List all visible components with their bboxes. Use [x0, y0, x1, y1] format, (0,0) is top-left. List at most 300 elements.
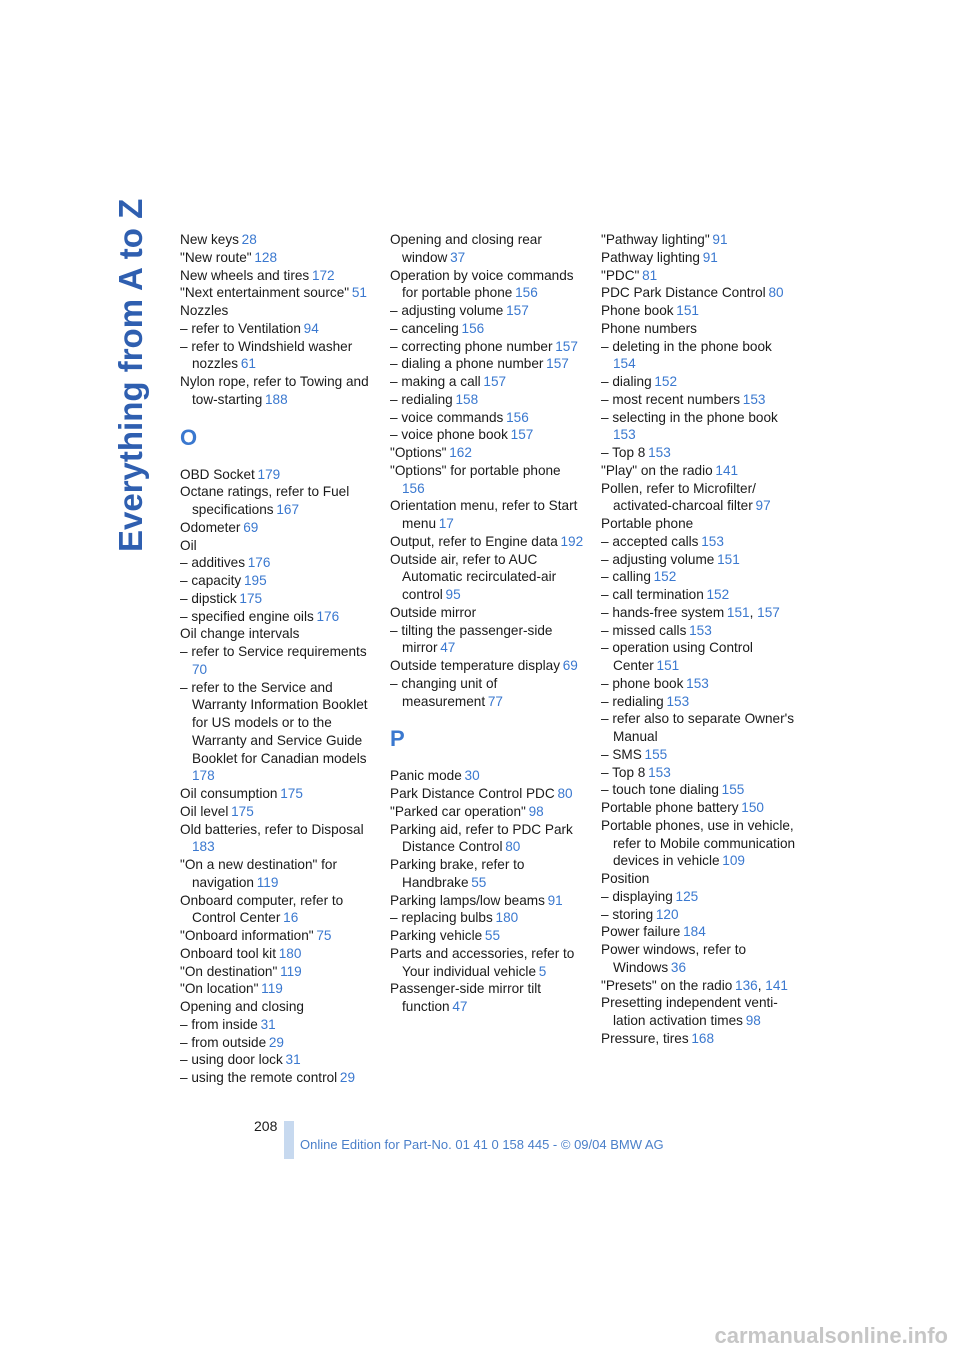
index-entry: [601, 693, 796, 711]
index-entry-term: Passenger-side mirror tilt function: [390, 981, 542, 1014]
index-entry: [390, 980, 585, 1016]
index-entry: [601, 533, 796, 551]
page-reference-link[interactable]: 158: [455, 391, 479, 407]
index-entry-term: PDC Park Distance Control: [601, 285, 766, 301]
page-reference-link[interactable]: 175: [231, 803, 254, 819]
index-entry: [390, 622, 585, 658]
page-reference-link[interactable]: 36: [670, 959, 687, 975]
index-entry-term: – refer to Windshield washer nozzles: [180, 338, 353, 372]
index-entry-term: Phone numbers: [601, 320, 697, 336]
index-entry-term: Power windows, refer to Windows: [601, 942, 747, 975]
page-reference-link[interactable]: 155: [644, 746, 668, 762]
index-entry: [601, 586, 796, 604]
index-entry-term: "Pathway lighting": [601, 232, 710, 247]
page-reference-link[interactable]: 150: [741, 800, 764, 815]
index-entry-term: – additives: [180, 555, 245, 571]
index-entry: [180, 1016, 375, 1034]
index-entry-term: "On location": [180, 981, 259, 997]
index-entry: [390, 856, 585, 892]
index-entry-term: Octane ratings, refer to Fuel specifications: [180, 484, 350, 517]
page-reference-link[interactable]: 75: [316, 928, 332, 943]
page-reference-link[interactable]: 29: [268, 1034, 284, 1050]
page-reference-link[interactable]: 179: [257, 466, 281, 482]
page-reference-link[interactable]: 77: [487, 693, 503, 709]
index-entry-term: Parts and accessories, refer to Your individual vehicle: [390, 945, 575, 979]
page-reference-link[interactable]: 5: [538, 963, 547, 979]
index-entry: [390, 909, 585, 927]
page-reference-link[interactable]: 119: [261, 981, 283, 997]
index-entry: [601, 249, 796, 267]
index-entry: [390, 785, 585, 803]
index-entry-term: – selecting in the phone book: [601, 409, 778, 425]
index-entry: [180, 231, 375, 249]
index-entry: [180, 1069, 375, 1087]
page-reference-link[interactable]: 183: [192, 839, 215, 855]
index-entry-term: Oil: [180, 537, 197, 553]
page-reference-link[interactable]: 95: [445, 587, 461, 602]
index-entry-term: "Play" on the radio: [601, 462, 713, 478]
index-entry-term: Pathway lighting: [601, 249, 700, 265]
index-entry-term: – dialing a phone number: [390, 356, 544, 372]
index-entry: [601, 764, 796, 782]
index-entry-term: Parking brake, refer to Handbrake: [390, 857, 525, 890]
index-entry: "Presets" on the radio 136, 141: [601, 977, 788, 993]
page-reference-link[interactable]: 157: [483, 374, 507, 389]
page-reference-link[interactable]: 153: [742, 391, 766, 407]
index-entry: [601, 267, 796, 285]
page-reference-link[interactable]: 153: [613, 427, 636, 443]
index-entry-term: Panic mode: [390, 768, 462, 784]
page-reference-link[interactable]: 153: [648, 445, 671, 460]
index-entry-term: – tilting the passenger-side mirror: [390, 622, 553, 656]
index-entry: [390, 821, 585, 857]
index-entry: [180, 320, 375, 338]
page-reference-link[interactable]: 141: [715, 462, 739, 478]
index-entry: [180, 590, 375, 608]
page-reference-link[interactable]: 128: [254, 249, 278, 265]
page-reference-link[interactable]: 153: [648, 764, 671, 780]
index-entry: [390, 945, 585, 981]
index-entry: [601, 781, 796, 799]
page-reference-link[interactable]: 188: [265, 391, 288, 407]
index-entry: [180, 284, 375, 302]
index-entry: – hands-free system 151, 157: [601, 604, 780, 620]
index-entry-term: – calling: [601, 569, 651, 585]
index-entry: [390, 497, 585, 533]
index-entry-term: Outside mirror: [390, 604, 477, 620]
index-entry: [601, 994, 796, 1030]
page-reference-link[interactable]: 37: [450, 249, 466, 265]
page-reference-link[interactable]: 94: [303, 320, 319, 336]
index-entry: [601, 320, 796, 338]
page-reference-link[interactable]: 28: [241, 232, 257, 247]
page-reference-link[interactable]: 98: [528, 803, 544, 819]
index-entry: [601, 551, 796, 569]
index-entry: [601, 284, 796, 302]
page-reference-link[interactable]: 153: [701, 533, 724, 549]
index-entry: [180, 466, 375, 484]
index-entry: [180, 483, 375, 519]
index-entry: [601, 1030, 796, 1048]
page-reference-link[interactable]: 176: [247, 555, 271, 571]
index-entry-term: "Options" for portable phone: [390, 462, 561, 478]
section-letter-o: O: [180, 424, 198, 450]
index-entry: [180, 856, 375, 892]
page-reference-link[interactable]: 153: [689, 622, 712, 638]
index-entry-term: – accepted calls: [601, 533, 699, 549]
index-entry-term: Oil level: [180, 803, 229, 819]
index-entry: [180, 998, 375, 1016]
index-entry: [601, 302, 796, 320]
index-entry-term: Nozzles: [180, 303, 229, 318]
index-entry-term: Pressure, tires: [601, 1030, 689, 1046]
index-entry-term: – call termination: [601, 587, 704, 602]
index-entry: [390, 551, 585, 604]
page-reference-link[interactable]: 157: [555, 338, 578, 354]
page-reference-link[interactable]: 55: [471, 874, 487, 890]
index-entry: [601, 817, 796, 870]
index-entry: [390, 657, 585, 675]
index-entry-term: OBD Socket: [180, 466, 255, 482]
page-reference-link[interactable]: 97: [755, 498, 771, 514]
index-entry: [180, 249, 375, 267]
index-entry: [390, 267, 585, 303]
index-entry: [390, 444, 585, 462]
index-entry-term: – changing unit of measurement: [390, 675, 498, 709]
index-entry: [601, 568, 796, 586]
page-number: 208: [254, 1118, 278, 1134]
index-entry-term: "Next entertainment source": [180, 285, 350, 301]
page-reference-link[interactable]: 195: [243, 573, 267, 588]
page-reference-link[interactable]: 192: [560, 533, 584, 549]
page-reference-link[interactable]: 157: [757, 604, 780, 620]
index-entry-term: Position: [601, 871, 650, 886]
footer-edition-text: Online Edition for Part-No. 01 41 0 158 445 - © 09/04 BMW AG: [300, 1137, 664, 1152]
section-letter-p: P: [390, 726, 405, 752]
index-entry: [601, 622, 796, 640]
page-reference-link[interactable]: 31: [260, 1016, 276, 1032]
index-entry: [180, 519, 375, 537]
index-entry-term: – missed calls: [601, 622, 687, 638]
index-entry-term: – adjusting volume: [601, 551, 715, 567]
page-reference-link[interactable]: 151: [676, 303, 699, 318]
index-entry-term: – using door lock: [180, 1052, 283, 1068]
index-entry: [601, 231, 796, 249]
page-reference-link[interactable]: 157: [510, 427, 534, 443]
index-entry: [180, 821, 375, 857]
index-column-1: [180, 231, 375, 1087]
index-entry: [180, 643, 375, 679]
page-reference-link[interactable]: 141: [765, 977, 788, 993]
index-entry-term: "On a new destination" for navigation: [180, 857, 338, 890]
index-entry-term: – refer also to separate Owner's Manual: [601, 711, 795, 744]
index-entry: [180, 625, 375, 643]
index-column-3: [601, 231, 796, 1048]
page-reference-link[interactable]: 175: [280, 786, 303, 801]
index-entry: [601, 639, 796, 675]
index-entry-term: Onboard tool kit: [180, 945, 276, 961]
page-reference-link[interactable]: 80: [557, 786, 573, 801]
page-reference-link[interactable]: 81: [642, 267, 658, 283]
index-entry-term: "Presets" on the radio: [601, 977, 733, 993]
page-reference-link[interactable]: 80: [768, 285, 784, 301]
index-entry-term: "Parked car operation": [390, 803, 526, 819]
index-entry-term: – canceling: [390, 320, 459, 336]
index-entry-term: Phone book: [601, 303, 674, 318]
index-entry: [601, 480, 796, 516]
page-reference-link[interactable]: 69: [562, 658, 578, 673]
page-reference-link[interactable]: 69: [243, 519, 259, 535]
index-entry: [390, 302, 585, 320]
page-reference-link[interactable]: 152: [706, 587, 730, 602]
index-entry: [601, 870, 796, 888]
page-reference-link[interactable]: 151: [717, 551, 740, 567]
index-entry: [180, 980, 375, 998]
page-reference-link[interactable]: 156: [506, 409, 529, 425]
index-entry-term: – from outside: [180, 1034, 267, 1050]
index-entry: [180, 892, 375, 928]
index-entry: [180, 803, 375, 821]
index-entry: [390, 231, 585, 267]
page-reference-link[interactable]: 180: [278, 945, 302, 961]
page-reference-link[interactable]: 91: [702, 249, 718, 265]
index-entry-term: Orientation menu, refer to Start menu: [390, 498, 578, 531]
page-reference-link[interactable]: 30: [464, 768, 480, 784]
index-entry-term: New wheels and tires: [180, 267, 310, 283]
page-reference-link[interactable]: 152: [653, 569, 677, 585]
page-reference-link[interactable]: 151: [726, 604, 750, 620]
index-entry-term: – making a call: [390, 374, 481, 389]
index-entry-term: "Options": [390, 445, 447, 460]
index-entry: [390, 767, 585, 785]
index-entry-term: – Top 8: [601, 764, 646, 780]
page-reference-link[interactable]: 98: [745, 1013, 761, 1028]
index-entry: [180, 373, 375, 409]
page-reference-link[interactable]: 136: [735, 977, 758, 993]
index-entry-term: – phone book: [601, 675, 684, 691]
index-entry: [601, 799, 796, 817]
index-entry-term: Portable phone battery: [601, 800, 739, 815]
page-reference-link[interactable]: 31: [285, 1052, 301, 1068]
page-reference-link[interactable]: 51: [351, 285, 367, 301]
index-entry: [390, 355, 585, 373]
index-entry: [180, 608, 375, 626]
page-reference-link[interactable]: 152: [654, 374, 678, 389]
page-reference-link[interactable]: 162: [449, 445, 472, 460]
page-reference-link[interactable]: 109: [722, 853, 745, 869]
index-entry-term: Outside temperature display: [390, 658, 561, 673]
index-entry-term: – correcting phone number: [390, 338, 553, 354]
index-entry: [390, 892, 585, 910]
index-entry-term: Odometer: [180, 519, 241, 535]
index-entry: [601, 941, 796, 977]
index-entry-term: – hands-free system: [601, 604, 725, 620]
index-entry: [180, 963, 375, 981]
index-entry-term: Power failure: [601, 924, 681, 940]
index-entry: [180, 267, 375, 285]
index-entry: [601, 444, 796, 462]
index-entry-term: – replacing bulbs: [390, 910, 493, 926]
index-column-2: [390, 231, 585, 1016]
index-entry: [601, 888, 796, 906]
index-entry: [390, 675, 585, 711]
index-entry: [390, 533, 585, 551]
index-entry-term: – dialing: [601, 374, 652, 389]
index-entry-term: "Onboard information": [180, 928, 314, 943]
index-entry: [180, 537, 375, 555]
page-reference-link[interactable]: 125: [675, 888, 699, 904]
page-reference-link[interactable]: 155: [721, 782, 745, 798]
page-reference-link[interactable]: 156: [515, 285, 538, 301]
index-entry: [180, 679, 375, 786]
index-entry: [390, 320, 585, 338]
index-entry-term: – SMS: [601, 746, 642, 762]
index-entry-term: Outside air, refer to AUC Automatic recirculated-air control: [390, 551, 557, 602]
page-reference-link[interactable]: 91: [547, 892, 563, 908]
page-reference-link[interactable]: 184: [683, 924, 706, 940]
index-entry-term: Output, refer to Engine data: [390, 533, 558, 549]
index-entry-term: – from inside: [180, 1016, 258, 1032]
index-entry-term: Operation by voice commands for portable phone: [390, 267, 574, 301]
index-entry-term: "PDC": [601, 267, 640, 283]
index-entry: [390, 391, 585, 409]
index-entry-term: Presetting independent venti- lation activation times: [601, 995, 778, 1028]
index-entry-term: Pollen, refer to Microfilter/ activated-charcoal filter: [601, 480, 756, 514]
index-entry-term: Onboard computer, refer to Control Center: [180, 892, 344, 926]
index-entry: [180, 927, 375, 945]
page-reference-link[interactable]: 70: [192, 661, 208, 677]
page-reference-link[interactable]: 17: [438, 516, 454, 531]
page-reference-link[interactable]: 16: [283, 910, 299, 926]
index-entry-term: – deleting in the phone book: [601, 338, 772, 354]
index-entry: [180, 1034, 375, 1052]
index-entry: [601, 923, 796, 941]
footer-accent-bar: [284, 1121, 294, 1159]
index-entry-term: – refer to Ventilation: [180, 320, 301, 336]
index-entry: [180, 338, 375, 374]
page-reference-link[interactable]: 119: [280, 963, 302, 979]
index-entry-term: – Top 8: [601, 445, 646, 460]
index-entry-term: – redialing: [601, 693, 664, 709]
index-entry-term: Park Distance Control PDC: [390, 786, 555, 801]
index-entry: [601, 462, 796, 480]
index-entry-term: – refer to the Service and Warranty Information Booklet for US models or to the Warranty and Service Guide Booklet for Canadian models: [180, 679, 368, 766]
page-reference-link[interactable]: 151: [656, 658, 680, 673]
page-reference-link[interactable]: 29: [339, 1070, 356, 1085]
index-entry: [180, 945, 375, 963]
index-entry: [390, 462, 585, 498]
index-entry-term: – operation using Control Center: [601, 640, 753, 673]
index-entry: [601, 675, 796, 693]
index-entry-term: Old batteries, refer to Disposal: [180, 821, 364, 837]
index-entry-term: Opening and closing: [180, 999, 304, 1014]
page-reference-link[interactable]: 168: [691, 1030, 715, 1046]
index-entry-term: Portable phone: [601, 516, 694, 531]
page-reference-link[interactable]: 172: [311, 267, 335, 283]
index-entry: [390, 604, 585, 622]
index-entry: [601, 710, 796, 746]
index-entry-term: – using the remote control: [180, 1070, 338, 1085]
index-entry-term: – adjusting volume: [390, 303, 504, 318]
index-entry-term: – refer to Service requirements: [180, 644, 367, 659]
index-entry: [390, 409, 585, 427]
page-reference-link[interactable]: 120: [655, 906, 679, 922]
index-entry-term: – displaying: [601, 888, 673, 904]
index-entry-term: Oil change intervals: [180, 626, 300, 642]
index-entry: [601, 409, 796, 445]
page-reference-link[interactable]: 153: [666, 693, 690, 709]
index-entry: [180, 785, 375, 803]
index-entry-term: Parking vehicle: [390, 928, 483, 943]
page-reference-link[interactable]: 157: [546, 356, 569, 372]
page-reference-link[interactable]: 156: [461, 320, 485, 336]
index-entry-term: Oil consumption: [180, 786, 278, 801]
watermark: carmanualsonline.info: [714, 1323, 948, 1348]
page-reference-link[interactable]: 178: [192, 768, 215, 784]
index-entry-term: – touch tone dialing: [601, 782, 719, 798]
index-entry: [180, 572, 375, 590]
index-entry-term: – dipstick: [180, 590, 237, 606]
index-entry-term: – capacity: [180, 573, 242, 588]
index-entry-term: Nylon rope, refer to Towing and tow-starting: [180, 374, 369, 407]
page-reference-link[interactable]: 153: [686, 675, 709, 691]
page-reference-link[interactable]: 167: [276, 502, 300, 517]
index-entry-term: – voice commands: [390, 409, 504, 425]
index-entry-term: Opening and closing rear window: [390, 232, 542, 265]
index-entry-term: Portable phones, use in vehicle, refer to Mobile communication devices in vehicle: [601, 817, 796, 869]
index-entry: [601, 338, 796, 374]
page-reference-link[interactable]: 176: [316, 608, 340, 624]
index-entry: [180, 1051, 375, 1069]
index-entry: [180, 302, 375, 320]
index-entry: [390, 426, 585, 444]
page-reference-link[interactable]: 156: [402, 480, 425, 496]
page-reference-link[interactable]: 91: [712, 232, 728, 247]
page-reference-link[interactable]: 154: [613, 356, 636, 372]
index-entry: [390, 338, 585, 356]
page-reference-link[interactable]: 175: [239, 590, 263, 606]
index-entry: [390, 927, 585, 945]
page-reference-link[interactable]: 47: [452, 999, 468, 1014]
index-entry: [601, 515, 796, 533]
page-reference-link[interactable]: 157: [506, 303, 529, 318]
page-reference-link[interactable]: 119: [256, 874, 279, 890]
index-entry-term: Parking lamps/low beams: [390, 892, 545, 908]
index-entry-term: – specified engine oils: [180, 608, 314, 624]
index-entry-term: – voice phone book: [390, 427, 508, 443]
index-entry-term: – storing: [601, 906, 654, 922]
index-entry: [601, 373, 796, 391]
page-reference-link[interactable]: 47: [440, 640, 456, 656]
index-entry-term: "On destination": [180, 963, 278, 979]
index-entry: [180, 554, 375, 572]
index-entry: [601, 906, 796, 924]
index-entry-term: – redialing: [390, 391, 453, 407]
page-reference-link[interactable]: 61: [240, 356, 256, 372]
page-reference-link[interactable]: 55: [484, 928, 501, 943]
page-reference-link[interactable]: 80: [505, 839, 521, 855]
index-entry-term: New keys: [180, 232, 239, 247]
index-entry-term: "New route": [180, 249, 252, 265]
index-entry: [601, 391, 796, 409]
index-entry: [390, 373, 585, 391]
chapter-side-title-text: Everything from A to Z: [112, 198, 149, 552]
index-entry: [390, 803, 585, 821]
chapter-side-title: [112, 198, 152, 552]
index-entry-term: Parking aid, refer to PDC Park Distance Control: [390, 821, 573, 855]
page-reference-link[interactable]: 180: [495, 910, 519, 926]
index-entry-term: – most recent numbers: [601, 391, 741, 407]
